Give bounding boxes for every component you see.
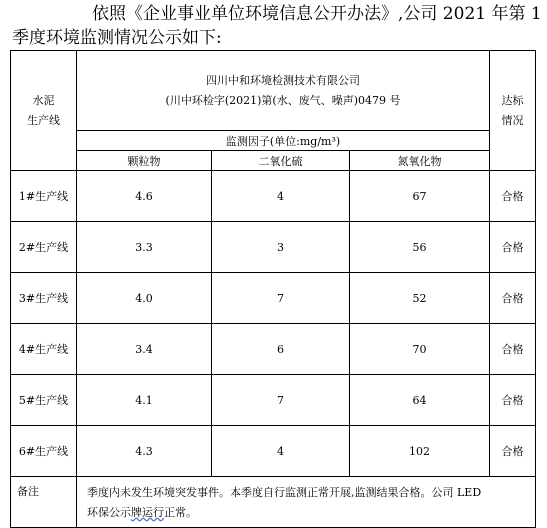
nox-value: 52 [350,273,490,324]
note-line-1: 季度内未发生环境突发事件。本季度自行监测正常开展,监测结果合格。公司 LED [87,486,482,499]
note-row [11,477,536,528]
row-line-label: 6#生产线 [11,426,77,477]
status-value: 合格 [490,375,536,426]
pm-value: 3.4 [77,324,212,375]
intro-line-2: 季度环境监测情况公示如下: [12,28,222,48]
status-value: 合格 [490,222,536,273]
testing-org-cell [77,51,490,131]
pm-value: 4.0 [77,273,212,324]
factor-header: 监测因子(单位:mg/m³) [77,131,490,151]
note-line-2a: 环保公示 [87,506,131,519]
compliance-header: 达标 情况 [490,51,536,171]
report-number: (川中环检字(2021)第(水、废气、噪声)0479 号 [165,93,401,107]
note-line-2 [87,503,529,523]
nox-value: 70 [350,324,490,375]
table-row [11,324,536,375]
monitoring-table [10,50,536,528]
table-row [11,426,536,477]
note-line-2c: 正常。 [164,506,197,519]
row-line-label: 1#生产线 [11,171,77,222]
row-line-label: 4#生产线 [11,324,77,375]
note-text [77,477,536,528]
table-row [11,375,536,426]
nox-value: 56 [350,222,490,273]
column-header-so2: 二氧化硫 [212,151,350,171]
table-row [11,171,536,222]
intro-line-1: 依照《企业事业单位环境信息公开办法》,公司 2021 年第 1 [92,4,542,24]
row-line-label: 5#生产线 [11,375,77,426]
so2-value: 7 [212,375,350,426]
nox-value: 64 [350,375,490,426]
column-header-nox: 氮氧化物 [350,151,490,171]
nox-value: 67 [350,171,490,222]
note-label: 备注 [11,477,77,528]
note-line-2b: 牌运行 [131,506,164,519]
table-row [11,222,536,273]
so2-value: 7 [212,273,350,324]
pm-value: 3.3 [77,222,212,273]
so2-value: 6 [212,324,350,375]
so2-value: 4 [212,426,350,477]
production-line-header: 水泥 生产线 [11,51,77,171]
status-value: 合格 [490,273,536,324]
so2-value: 4 [212,171,350,222]
intro-paragraph [12,2,542,50]
nox-value: 102 [350,426,490,477]
row-line-label: 3#生产线 [11,273,77,324]
so2-value: 3 [212,222,350,273]
pm-value: 4.1 [77,375,212,426]
pm-value: 4.3 [77,426,212,477]
row-line-label: 2#生产线 [11,222,77,273]
pm-value: 4.6 [77,171,212,222]
testing-org-name: 四川中和环境检测技术有限公司 [206,73,361,87]
column-header-pm: 颗粒物 [77,151,212,171]
status-value: 合格 [490,426,536,477]
status-value: 合格 [490,171,536,222]
table-row [11,273,536,324]
status-value: 合格 [490,324,536,375]
